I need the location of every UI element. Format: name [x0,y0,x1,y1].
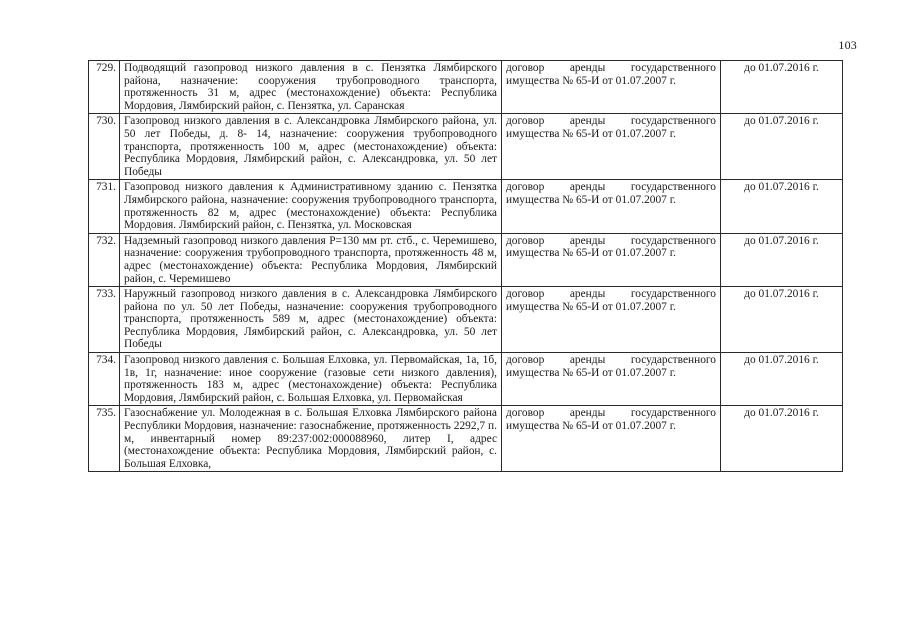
table-row [89,406,843,472]
object-description: Надземный газопровод низкого давления Р=130 мм рт. стб., с. Черемишево, назначение: сооружения трубопроводного транспорта, протяженность 48 м, адрес (местонахождение) объекта: Республика Мордовия, Лямбирский район, с. Черемишево [120,233,502,286]
legal-basis: договор аренды государственного имущества № 65-И от 01.07.2007 г. [502,61,721,114]
row-number: 731. [89,180,120,233]
legal-basis: договор аренды государственного имущества № 65-И от 01.07.2007 г. [502,353,721,406]
row-number: 735. [89,406,120,472]
lease-term: до 01.07.2016 г. [721,353,843,406]
lease-term: до 01.07.2016 г. [721,287,843,353]
lease-term: до 01.07.2016 г. [721,114,843,180]
table-row [89,61,843,114]
object-description: Газопровод низкого давления в с. Александровка Лямбирского района, ул. 50 лет Победы, д. 8- 14, назначение: сооружения трубопроводного транспорта, протяженность 100 м, адрес (местонахождение) объекта: Республика Мордовия, Лямбирский район, с. Александровка, ул. 50 лет Победы [120,114,502,180]
table-row [89,114,843,180]
legal-basis: договор аренды государственного имущества № 65-И от 01.07.2007 г. [502,406,721,472]
lease-term: до 01.07.2016 г. [721,233,843,286]
page-number: 103 [838,38,857,52]
object-description: Газоснабжение ул. Молодежная в с. Большая Елховка Лямбирского района Республики Мордовия, назначение: газоснабжение, протяженность 2292,7 п. м, инвентарный номер 89:237:002:000088960, литер I, адрес (местонахождение объекта: Республика Мордовия, Лямбирский район, с. Большая Елховка, [120,406,502,472]
object-description: Газопровод низкого давления к Административному зданию с. Пензятка Лямбирского района, назначение: сооружения трубопроводного транспорта, протяженность 82 м, адрес (местонахождение) объекта: Республика Мордовия. Лямбирский район, с. Пензятка, ул. Московская [120,180,502,233]
object-description: Подводящий газопровод низкого давления в с. Пензятка Лямбирского района, назначение: сооружения трубопроводного транспорта, протяженность 31 м, адрес (местонахождение) объекта: Республика Мордовия, Лямбирский район, с. Пензятка, ул. Саранская [120,61,502,114]
row-number: 734. [89,353,120,406]
legal-basis: договор аренды государственного имущества № 65-И от 01.07.2007 г. [502,233,721,286]
table-row [89,180,843,233]
property-registry-table [88,60,843,472]
lease-term: до 01.07.2016 г. [721,180,843,233]
object-description: Газопровод низкого давления с. Большая Елховка, ул. Первомайская, 1а, 1б, 1в, 1г, назначение: иное сооружение (газовые сети низкого давления), протяженность 183 м, адрес (местонахождение) объекта: Республика Мордовия, Лямбирский район, с. Большая Елховка, ул. Первомайская [120,353,502,406]
lease-term: до 01.07.2016 г. [721,406,843,472]
table-row [89,233,843,286]
legal-basis: договор аренды государственного имущества № 65-И от 01.07.2007 г. [502,287,721,353]
legal-basis: договор аренды государственного имущества № 65-И от 01.07.2007 г. [502,114,721,180]
object-description: Наружный газопровод низкого давления в с. Александровка Лямбирского района по ул. 50 лет Победы, назначение: сооружения трубопроводного транспорта, протяженность 589 м, адрес (местонахождение) объекта: Республика Мордовия, Лямбирский район, с. Александровка, ул. 50 лет Победы [120,287,502,353]
table-row [89,287,843,353]
lease-term: до 01.07.2016 г. [721,61,843,114]
row-number: 732. [89,233,120,286]
row-number: 730. [89,114,120,180]
row-number: 733. [89,287,120,353]
row-number: 729. [89,61,120,114]
table-row [89,353,843,406]
legal-basis: договор аренды государственного имущества № 65-И от 01.07.2007 г. [502,180,721,233]
